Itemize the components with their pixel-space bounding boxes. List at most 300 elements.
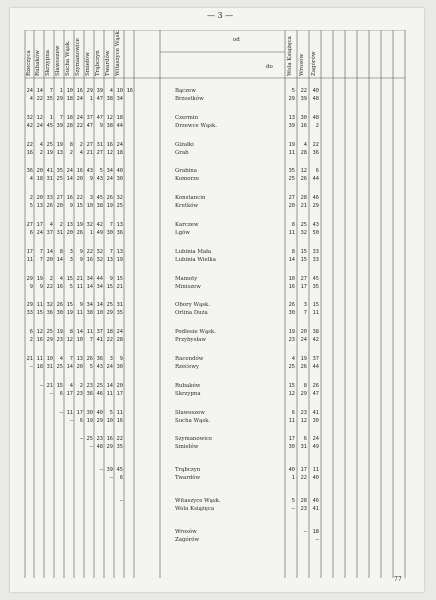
distance-cell: 16 — [36, 337, 43, 344]
distance-cell: 17 — [76, 409, 83, 416]
distance-cell: 25 — [56, 364, 63, 370]
distance-cell: 24 — [116, 141, 123, 148]
distance-cell: 21 — [116, 283, 123, 290]
station-name: Sucha Wąsk. — [175, 417, 211, 424]
distance-cell: 9 — [79, 302, 83, 309]
distance-cell: 15 — [66, 275, 73, 282]
station-name: Lubinia Mała — [175, 248, 212, 255]
station-name: Grab — [175, 149, 189, 156]
distance-cell: 1 — [89, 96, 93, 102]
distance-cell: 19 — [106, 203, 113, 210]
distance-cell: 36 — [26, 168, 33, 175]
distance-cell: 11 — [116, 409, 123, 416]
distance-cell-right: 3 — [303, 302, 307, 309]
distance-cell-right: 26 — [288, 302, 295, 309]
distance-cell: — — [79, 436, 83, 443]
distance-cell: 13 — [116, 222, 123, 228]
station-name: Smiełów — [175, 444, 199, 451]
distance-cell: 29 — [26, 275, 33, 282]
distance-cell: 31 — [46, 176, 53, 183]
distance-cell: 26 — [56, 302, 63, 309]
distance-cell: 15 — [56, 382, 63, 389]
distance-cell-right: 24 — [300, 337, 307, 344]
distance-cell-right: 19 — [300, 356, 307, 362]
column-header-7: Smiełów — [85, 52, 91, 76]
distance-cell-right: 19 — [288, 329, 295, 336]
distance-cell: 7 — [39, 248, 43, 255]
distance-cell-right: 47 — [312, 390, 319, 397]
distance-cell: 27 — [56, 195, 63, 202]
distance-cell-right: 44 — [312, 364, 319, 370]
distance-cell: 47 — [86, 122, 93, 129]
distance-cell-right: 37 — [312, 356, 319, 362]
distance-cell: 21 — [86, 149, 93, 156]
station-name: Przybysław — [175, 337, 206, 344]
distance-cell: 10 — [106, 417, 113, 424]
distance-cell-right: 21 — [300, 203, 307, 210]
distance-cell-right: 22 — [312, 141, 319, 148]
distance-cell-right: 32 — [300, 230, 307, 236]
distance-cell: 8 — [59, 248, 63, 255]
distance-cell: 9 — [69, 203, 73, 210]
distance-cell: 22 — [36, 96, 43, 102]
distance-cell: 5 — [99, 168, 103, 175]
column-header-1: Rzeczyca — [26, 50, 32, 76]
distance-cell: 35 — [56, 168, 63, 175]
distance-cell: 5 — [109, 409, 113, 416]
distance-cell: 16 — [86, 256, 93, 263]
distance-cell: 13 — [66, 222, 73, 228]
distance-cell-right: 11 — [288, 149, 295, 156]
distance-cell: 43 — [96, 364, 103, 370]
distance-cell: 13 — [76, 356, 83, 362]
distance-cell: 9 — [109, 275, 113, 282]
distance-cell: 38 — [106, 96, 113, 102]
distance-cell: 16 — [116, 417, 123, 424]
distance-cell-right: 23 — [288, 337, 295, 344]
distance-cell: 27 — [86, 141, 93, 148]
distance-cell: 21 — [26, 356, 33, 362]
column-header-5: Sucha Wąsk. — [65, 40, 71, 76]
distance-cell: 47 — [96, 114, 103, 121]
distance-cell: 17 — [26, 248, 33, 255]
station-name: Wrosów — [175, 528, 197, 535]
station-name: Twardów — [175, 475, 201, 482]
distance-cell: 6 — [119, 475, 123, 482]
distance-cell: 11 — [66, 409, 73, 416]
distance-cell-right: 17 — [288, 436, 295, 443]
distance-cell: 2 — [49, 275, 53, 282]
distance-cell: 10 — [66, 88, 73, 94]
distance-cell: 20 — [116, 382, 123, 389]
distance-cell: 11 — [36, 302, 43, 309]
distance-cell-right: 12 — [288, 390, 295, 397]
distance-cell-right: 26 — [300, 364, 307, 370]
distance-cell-right: 12 — [300, 417, 307, 424]
distance-cell-right: 6 — [315, 168, 319, 175]
distance-cell: 35 — [116, 444, 123, 451]
distance-cell: 2 — [29, 337, 33, 344]
distance-cell: 1 — [59, 88, 63, 94]
distance-cell: 24 — [76, 114, 83, 121]
distance-cell-right: 30 — [288, 310, 295, 317]
distance-cell: 7 — [89, 337, 93, 344]
distance-cell: 20 — [76, 176, 83, 183]
distance-cell: 28 — [66, 122, 73, 129]
distance-cell: 12 — [106, 114, 113, 121]
distance-cell: 13 — [56, 149, 63, 156]
station-name: Lubinia Wielka — [175, 256, 216, 263]
column-header-2: Rubaków — [35, 50, 41, 76]
distance-cell-right: 25 — [300, 222, 307, 228]
distance-cell: 45 — [46, 122, 53, 129]
distance-cell: 16 — [56, 283, 63, 290]
distance-cell-right: 30 — [288, 444, 295, 451]
distance-cell: 32 — [26, 114, 33, 121]
distance-cell-right: 35 — [312, 283, 319, 290]
distance-cell-right: 5 — [291, 498, 295, 504]
distance-cell-right: 4 — [291, 356, 295, 362]
distance-cell: 15 — [66, 302, 73, 309]
distance-cell-right: 33 — [312, 256, 319, 263]
distance-cell-right: 1 — [291, 475, 295, 482]
column-header-9: Twardów — [105, 50, 111, 76]
distance-cell: 7 — [49, 88, 53, 94]
station-name: Drzewce Wąsk. — [175, 122, 217, 129]
distance-cell: 37 — [86, 114, 93, 121]
distance-cell: 13 — [36, 203, 43, 210]
distance-cell: — — [59, 409, 63, 416]
distance-cell-right: 40 — [288, 467, 295, 474]
distance-cell-right: 11 — [312, 310, 319, 317]
distance-cell: 20 — [36, 195, 43, 202]
distance-cell: 15 — [116, 275, 123, 282]
station-name: Giżałki — [175, 141, 194, 148]
distance-cell: 8 — [69, 329, 73, 336]
distance-cell: 29 — [46, 337, 53, 344]
distance-cell: — — [89, 444, 93, 451]
distance-cell-right: 39 — [300, 96, 307, 102]
distance-cell-right: 42 — [312, 337, 319, 344]
distance-cell-right: 40 — [312, 88, 319, 94]
distance-cell: 29 — [26, 302, 33, 309]
distance-cell-right: 6 — [303, 436, 307, 443]
distance-cell: 32 — [96, 256, 103, 263]
from-label: od — [233, 37, 240, 43]
distance-cell: 29 — [56, 96, 63, 102]
distance-cell: 10 — [116, 88, 123, 94]
distance-cell: 42 — [26, 122, 33, 129]
distance-cell: 48 — [96, 444, 103, 451]
distance-cell: 2 — [29, 195, 33, 202]
footer-page-number: 77 — [394, 576, 402, 583]
distance-cell: 22 — [116, 436, 123, 443]
distance-cell: 23 — [86, 382, 93, 389]
distance-cell: 13 — [106, 256, 113, 263]
distance-cell: 4 — [29, 176, 33, 183]
distance-cell-right: 11 — [288, 417, 295, 424]
station-name: Obory Wąsk. — [175, 302, 210, 309]
distance-cell: 10 — [86, 203, 93, 210]
distance-cell-right: 26 — [312, 382, 319, 389]
distance-cell-right: 29 — [288, 96, 295, 102]
right-column-header-3: Zagórów — [311, 51, 317, 76]
column-header-4: Sławoszew — [55, 45, 61, 76]
distance-cell-right: 23 — [300, 506, 307, 512]
distance-cell: 13 — [116, 248, 123, 255]
distance-cell: 24 — [36, 122, 43, 129]
distance-cell: 7 — [59, 114, 63, 121]
distance-cell: 34 — [86, 302, 93, 309]
distance-cell-right: 5 — [291, 88, 295, 94]
distance-cell: 25 — [116, 203, 123, 210]
distance-cell-right: 18 — [312, 528, 319, 535]
distance-cell: 33 — [46, 195, 53, 202]
distance-cell: 14 — [96, 302, 103, 309]
distance-cell: 22 — [76, 195, 83, 202]
distance-cell: 19 — [86, 417, 93, 424]
distance-cell: 31 — [46, 364, 53, 370]
distance-cell-right: 33 — [312, 248, 319, 255]
distance-cell: 14 — [56, 256, 63, 263]
column-header-10: Witaszyce Wąsk. — [115, 29, 121, 76]
distance-cell: 19 — [66, 310, 73, 317]
distance-cell: 14 — [66, 176, 73, 183]
distance-cell: 37 — [46, 230, 53, 236]
distance-cell: 29 — [86, 88, 93, 94]
distance-cell: — — [69, 417, 73, 424]
distance-cell: 14 — [76, 329, 83, 336]
distance-cell-right: 11 — [288, 230, 295, 236]
distance-cell: 16 — [76, 88, 83, 94]
distance-cell: 23 — [76, 390, 83, 397]
distance-cell-right: 12 — [300, 168, 307, 175]
distance-cell: 7 — [39, 256, 43, 263]
distance-cell: 2 — [79, 382, 83, 389]
distance-cell: 27 — [96, 149, 103, 156]
distance-cell: 10 — [46, 356, 53, 362]
distance-cell: 16 — [106, 436, 113, 443]
distance-cell-right: 46 — [312, 498, 319, 504]
distance-cell: 29 — [96, 417, 103, 424]
distance-cell: 8 — [69, 141, 73, 148]
distance-cell-right: 49 — [312, 444, 319, 451]
station-name: Podlesie Wąsk. — [175, 329, 216, 336]
distance-cell: 32 — [86, 222, 93, 228]
distance-cell-right: 45 — [312, 275, 319, 282]
column-header-3: Skrzypna — [45, 49, 51, 76]
distance-cell: 24 — [36, 230, 43, 236]
distance-cell-right: 17 — [300, 283, 307, 290]
distance-cell: 6 — [59, 390, 63, 397]
distance-cell: 44 — [96, 275, 103, 282]
distance-cell: 12 — [106, 149, 113, 156]
distance-cell: 19 — [56, 329, 63, 336]
distance-cell-right: 10 — [288, 275, 295, 282]
distance-cell: 5 — [29, 203, 33, 210]
distance-cell-right: — — [315, 536, 319, 543]
distance-cell-right: 20 — [288, 203, 295, 210]
station-name: Konstancin — [175, 195, 206, 202]
distance-cell: 16 — [126, 88, 133, 94]
distance-cell: 38 — [106, 122, 113, 129]
distance-cell-right: 8 — [291, 222, 295, 228]
distance-cell: 38 — [86, 310, 93, 317]
station-name: Rzećewy — [175, 364, 199, 370]
distance-cell: 31 — [96, 141, 103, 148]
station-name: Szymanowice — [175, 436, 213, 443]
distance-cell: — — [49, 390, 53, 397]
distance-cell-right: 28 — [300, 195, 307, 202]
distance-cell: 26 — [76, 230, 83, 236]
distance-cell: 19 — [116, 256, 123, 263]
station-name: Orlina Duża — [175, 310, 208, 317]
distance-cell-right: 28 — [300, 498, 307, 504]
distance-cell: 27 — [26, 222, 33, 228]
station-name: Skrzypna — [175, 390, 201, 397]
distance-cell: 40 — [116, 168, 123, 175]
distance-cell: 7 — [109, 248, 113, 255]
distance-cell-right: 41 — [312, 409, 319, 416]
distance-cell: 24 — [66, 168, 73, 175]
distance-cell: 2 — [59, 222, 63, 228]
distance-cell: 3 — [69, 256, 73, 263]
distance-cell: 33 — [26, 310, 33, 317]
distance-cell: — — [109, 475, 113, 482]
distance-cell: 18 — [116, 149, 123, 156]
distance-cell: 49 — [96, 230, 103, 236]
distance-cell: 42 — [96, 222, 103, 228]
distance-cell: 24 — [116, 329, 123, 336]
distance-cell: 20 — [46, 256, 53, 263]
distance-cell: 9 — [99, 122, 103, 129]
distance-cell: 6 — [29, 329, 33, 336]
distance-cell: 4 — [59, 275, 63, 282]
distance-cell: 30 — [116, 176, 123, 183]
distance-cell-right: 29 — [300, 390, 307, 397]
station-name: Miniszew — [175, 283, 201, 290]
distance-cell: 16 — [66, 195, 73, 202]
distance-cell: 20 — [66, 230, 73, 236]
distance-cell-right: 25 — [288, 176, 295, 183]
station-name: Zagórów — [175, 536, 200, 543]
distance-cell: 22 — [46, 283, 53, 290]
distance-cell-right: 39 — [288, 122, 295, 129]
distance-cell: 18 — [66, 96, 73, 102]
distance-cell-right: 6 — [291, 409, 295, 416]
distance-cell: 34 — [96, 283, 103, 290]
station-name: Brzostków — [175, 96, 204, 102]
station-name: Racendów — [175, 356, 204, 362]
distance-cell: 31 — [116, 302, 123, 309]
distance-cell: 25 — [56, 176, 63, 183]
distance-cell-right: 27 — [300, 275, 307, 282]
distance-cell: 6 — [79, 417, 83, 424]
distance-cell: 25 — [46, 329, 53, 336]
distance-cell-right: 20 — [300, 329, 307, 336]
distance-cell: 14 — [46, 248, 53, 255]
distance-cell-right: 30 — [312, 417, 319, 424]
distance-cell-right: 28 — [300, 149, 307, 156]
distance-cell-right: 14 — [288, 256, 295, 263]
distance-cell-right: 36 — [312, 149, 319, 156]
page-number: — 3 — — [207, 11, 234, 20]
distance-cell: 5 — [69, 283, 73, 290]
distance-cell: 4 — [79, 149, 83, 156]
distance-cell: 29 — [106, 444, 113, 451]
station-name: Rubaków — [175, 382, 201, 389]
distance-cell: — — [119, 498, 123, 504]
distance-cell: 25 — [86, 436, 93, 443]
distance-cell: 41 — [46, 168, 53, 175]
distance-cell: 4 — [39, 141, 43, 148]
distance-cell: 34 — [106, 168, 113, 175]
distance-cell: 45 — [96, 195, 103, 202]
distance-cell-right: 29 — [312, 203, 319, 210]
distance-cell: 2 — [79, 141, 83, 148]
distance-cell: 18 — [106, 329, 113, 336]
distance-cell-right: 50 — [312, 230, 319, 236]
distance-cell: 39 — [56, 122, 63, 129]
distance-cell: 31 — [56, 230, 63, 236]
distance-cell-right: 13 — [288, 114, 295, 121]
distance-cell: 21 — [76, 275, 83, 282]
distance-cell: 43 — [86, 168, 93, 175]
distance-cell-right: — — [291, 506, 295, 512]
station-name: Czermin — [175, 114, 199, 121]
station-name: Wola Książęca — [175, 506, 215, 512]
distance-cell-right: 7 — [303, 310, 307, 317]
distance-cell: 36 — [86, 390, 93, 397]
distance-cell-right: 23 — [300, 409, 307, 416]
station-name: Lgów — [175, 230, 190, 236]
distance-cell: 2 — [39, 149, 43, 156]
distance-cell-right: 24 — [312, 436, 319, 443]
distance-cell-right: 35 — [288, 168, 295, 175]
distance-cell: 22 — [86, 248, 93, 255]
distance-cell: 14 — [106, 382, 113, 389]
distance-cell: 20 — [56, 203, 63, 210]
distance-cell: 11 — [106, 390, 113, 397]
distance-cell: 1 — [89, 230, 93, 236]
distance-cell: 14 — [36, 88, 43, 94]
station-name: Mamoty — [175, 275, 198, 282]
distance-cell: 36 — [96, 356, 103, 362]
distance-cell: 1 — [49, 114, 53, 121]
distance-cell-right: 48 — [312, 96, 319, 102]
distance-cell: 47 — [96, 96, 103, 102]
distance-cell-right: 15 — [288, 382, 295, 389]
station-name: Bączew — [175, 88, 196, 94]
distance-cell: 36 — [46, 310, 53, 317]
distance-cell: 14 — [86, 283, 93, 290]
distance-cell: 37 — [96, 329, 103, 336]
distance-cell-right: 31 — [300, 444, 307, 451]
distance-cell: 12 — [36, 329, 43, 336]
distance-cell: 24 — [76, 96, 83, 102]
distance-cell: 4 — [109, 88, 113, 94]
distance-cell: 11 — [36, 356, 43, 362]
distance-cell-right: 8 — [303, 382, 307, 389]
distance-cell-right: 15 — [300, 248, 307, 255]
distance-cell-right: 44 — [312, 176, 319, 183]
distance-cell: 26 — [46, 203, 53, 210]
distance-cell-right: 15 — [300, 256, 307, 263]
distance-cell: 23 — [96, 436, 103, 443]
distance-cell-right: 27 — [288, 195, 295, 202]
distance-cell: 19 — [36, 275, 43, 282]
distance-cell: 9 — [89, 176, 93, 183]
